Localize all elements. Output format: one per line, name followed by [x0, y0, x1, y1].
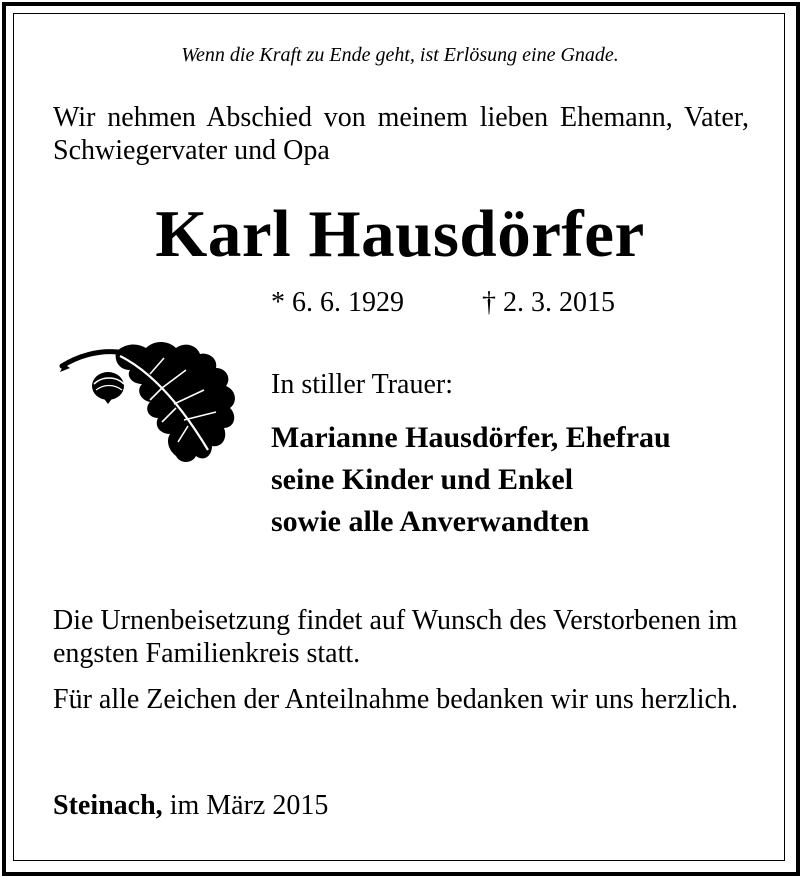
birth-date: * 6. 6. 1929 — [271, 287, 404, 318]
mourner-spouse: Marianne Hausdörfer, Ehefrau — [271, 421, 671, 454]
mourners-list — [271, 417, 671, 543]
mourner-relatives: sowie alle Anverwandten — [271, 505, 590, 538]
signature-place: Steinach, — [53, 790, 163, 821]
oak-leaf-acorn-icon — [58, 330, 258, 470]
death-date: † 2. 3. 2015 — [482, 287, 615, 318]
thanks-notice: Für alle Zeichen der Anteilnahme bedanken wir uns herzlich. — [53, 684, 738, 715]
intro-text: Wir nehmen Abschied von meinem lieben Ehemann, Vater, Schwiegervater und Opa — [53, 102, 749, 166]
burial-notice: Die Urnenbeisetzung findet auf Wunsch des Verstorbenen im engsten Familienkreis statt. — [53, 605, 738, 669]
signature-date: im März 2015 — [169, 790, 329, 821]
motto-line: Wenn die Kraft zu Ende geht, ist Erlösung eine Gnade. — [181, 44, 619, 66]
mourner-children: seine Kinder und Enkel — [271, 463, 574, 496]
deceased-name: Karl Hausdörfer — [155, 197, 645, 271]
mourning-label: In stiller Trauer: — [271, 369, 453, 400]
life-dates — [271, 286, 615, 320]
signature-line — [53, 789, 328, 823]
